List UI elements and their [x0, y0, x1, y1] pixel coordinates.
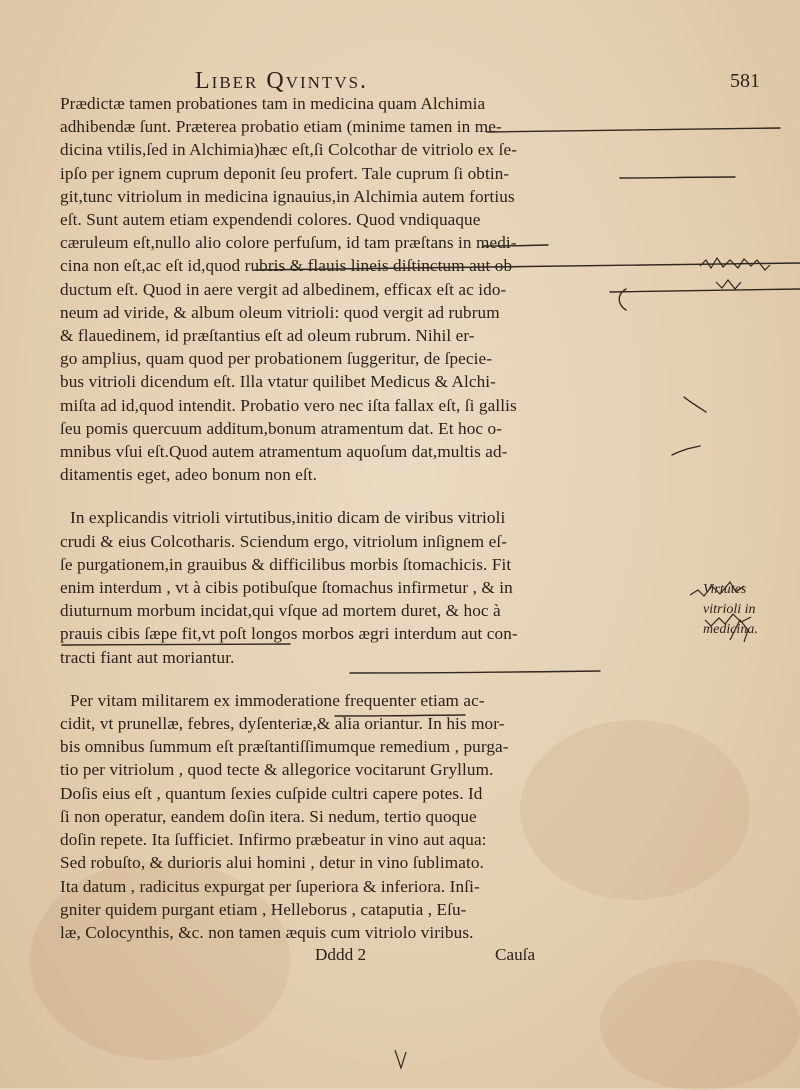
underline-stroke — [350, 671, 600, 673]
running-title: Liber Qvintvs. — [195, 68, 369, 94]
underline-stroke — [335, 715, 465, 716]
text-line: In explicandis vitrioli virtutibus,initio dicam de viribus vitrioli — [70, 508, 506, 528]
text-line: miſta ad id,quod intendit. Probatio vero nec iſta fallax eſt, ſi gallis — [60, 395, 517, 415]
scribble-mark — [395, 1050, 406, 1068]
text-line: ditamentis eget, adeo bonum non eſt. — [60, 465, 318, 485]
text-line: tio per vitriolum , quod tecte & allegorice vocitarunt Gryllum. — [60, 760, 494, 780]
text-line: prauis cibis ſæpe fit,vt poſt longos morbos ægri interdum aut con- — [60, 624, 518, 644]
underline-stroke — [62, 644, 290, 645]
scribble-mark — [716, 280, 741, 289]
text-line: eſt. Sunt autem etiam expendendi colores. Quod vndiquaque — [60, 210, 481, 230]
text-line: ſe purgationem,in grauibus & difficilibus morbis ſtomachicis. Fit — [60, 554, 512, 574]
underline-stroke — [620, 177, 735, 178]
text-line: go amplius, quam quod per probationem ſuggeritur, de ſpecie- — [60, 349, 493, 369]
underline-stroke — [255, 263, 800, 270]
text-line: doſin repete. Ita ſufficiet. Infirmo præbeatur in vino aut aqua: — [60, 830, 487, 850]
text-line: gniter quidem purgant etiam , Helleborus , cataputia , Eſu- — [60, 899, 467, 919]
text-line: dicina vtilis,ſed in Alchimia)hæc eſt,ſi Colcothar de vitriolo ex ſe- — [60, 140, 518, 160]
text-line: mnibus vſui eſt.Quod autem atramentum aquoſum dat,multis ad- — [60, 442, 508, 462]
text-line: cæruleum eſt,nullo alio colore perfuſum, id tam præſtans in medi- — [60, 233, 517, 253]
text-line: ſi non operatur, eandem doſin itera. Si nedum, tertio quoque — [60, 806, 477, 826]
text-line: diuturnum morbum incidat,qui vſque ad mortem duret, & hoc à — [60, 601, 501, 621]
text-line: Prædictæ tamen probationes tam in medicina quam Alchimia — [60, 94, 486, 113]
text-line: cina non eſt,ac eſt id,quod rubris & flauis lineis diſtinctum aut ob- — [60, 256, 518, 276]
text-line: tracti fiant aut moriantur. — [60, 647, 235, 667]
text-line: git,tunc vitriolum in medicina ignauius,in Alchimia autem fortius — [60, 186, 515, 206]
scribble-mark — [730, 620, 748, 642]
text-line: Doſis eius eſt , quantum ſexies cuſpide cultri capere potes. Id — [60, 783, 483, 803]
text-line: crudi & eius Colcotharis. Sciendum ergo, vitriolum inſignem eſ- — [60, 531, 508, 551]
page-number: 581 — [730, 70, 760, 92]
catchword: Cauſa — [495, 945, 536, 965]
text-line: ipſo per ignem cuprum deponit ſeu profert. Tale cuprum ſi obtin- — [60, 163, 510, 183]
text-line: ſeu pomis quercuum additum,bonum atramentum dat. Et hoc o- — [60, 418, 503, 438]
text-line: cidit, vt prunellæ, febres, dyſenteriæ,& alia oriantur. In his mor- — [60, 714, 505, 734]
text-line: Per vitam militarem ex immoderatione frequenter etiam ac- — [70, 690, 485, 710]
underline-stroke — [483, 245, 548, 246]
text-line: bis omnibus ſummum eſt præſtantiſſimumque remedium , purga- — [60, 737, 509, 757]
text-line: Ita datum , radicitus expurgat per ſuperiora & inferiora. Inſi- — [60, 876, 480, 896]
text-line: ductum eſt. Quod in aere vergit ad albedinem, efficax eſt ac ido- — [60, 279, 507, 299]
text-line: neum ad viride, & album oleum vitrioli: quod vergit ad rubrum — [60, 302, 500, 322]
bracket-stroke — [672, 446, 700, 455]
scribble-mark — [690, 582, 744, 596]
margin-note-line: medicina. — [703, 622, 758, 637]
text-line: bus vitrioli dicendum eſt. Illa vtatur quilibet Medicus & Alchi- — [60, 372, 497, 392]
underline-stroke — [610, 289, 800, 292]
underline-stroke — [487, 128, 780, 132]
signature-mark: Dddd 2 — [315, 945, 367, 965]
text-line: & flauedinem, id præſtantius eſt ad oleum rubrum. Nihil er- — [60, 326, 475, 346]
bracket-stroke — [684, 397, 706, 412]
text-line: enim interdum , vt à cibis potibuſque ſtomachus infirmetur , & in — [60, 578, 513, 598]
text-line: Sed robuſto, & durioris alui homini , detur in vino ſublimato. — [60, 853, 484, 873]
margin-note-line: Virtutes — [703, 582, 747, 597]
text-line: adhibendæ ſunt. Præterea probatio etiam (minime tamen in me- — [60, 117, 502, 137]
text-line: læ, Colocynthis, &c. non tamen æquis cum vitriolo viribus. — [60, 922, 474, 942]
margin-note-line: vitrioli in — [703, 602, 756, 617]
